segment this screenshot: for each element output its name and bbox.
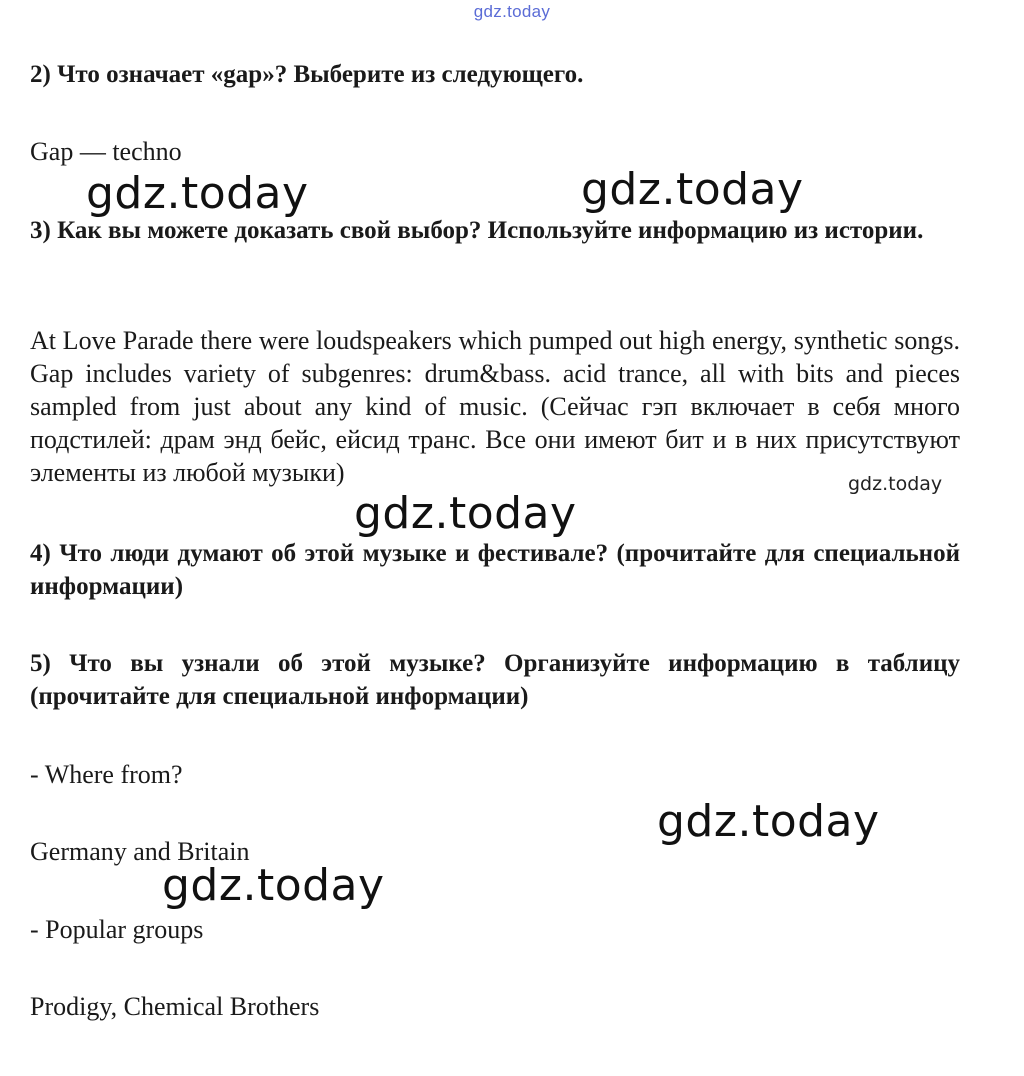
- question-4: 4) Что люди думают об этой музыке и фестивале? (прочитайте для специальной информации): [30, 540, 960, 600]
- popular-groups-label: - Popular groups: [30, 915, 204, 944]
- question-5: 5) Что вы узнали об этой музыке? Организуйте информацию в таблицу (прочитайте для специальной информации): [30, 650, 960, 710]
- question-3: 3) Как вы можете доказать свой выбор? Используйте информацию из истории.: [30, 217, 924, 244]
- watermark: gdz.today: [162, 860, 385, 911]
- answer-3: At Love Parade there were loudspeakers which pumped out high energy, synthetic songs. Gap includes variety of subgenres: drum&bass. acid trance, all with bits and pieces sampled from just about any kind of music. (Сейчас гэп включает в себя много подстилей: драм энд бейс, ейсид транс. Все они имеют бит и в них присутствуют элементы из любой музыки): [30, 326, 960, 487]
- where-from-value: Germany and Britain: [30, 837, 250, 866]
- where-from-label: - Where from?: [30, 760, 183, 789]
- question-2: 2) Что означает «gap»? Выберите из следующего.: [30, 61, 584, 88]
- popular-groups-value: Prodigy, Chemical Brothers: [30, 992, 320, 1021]
- watermark: gdz.today: [86, 168, 309, 219]
- watermark: gdz.today: [354, 488, 577, 539]
- answer-2: Gap — techno: [30, 137, 182, 166]
- watermark-top: gdz.today: [473, 2, 551, 21]
- watermark-small: gdz.today: [848, 473, 943, 495]
- watermark: gdz.today: [657, 796, 880, 847]
- watermark: gdz.today: [581, 164, 804, 215]
